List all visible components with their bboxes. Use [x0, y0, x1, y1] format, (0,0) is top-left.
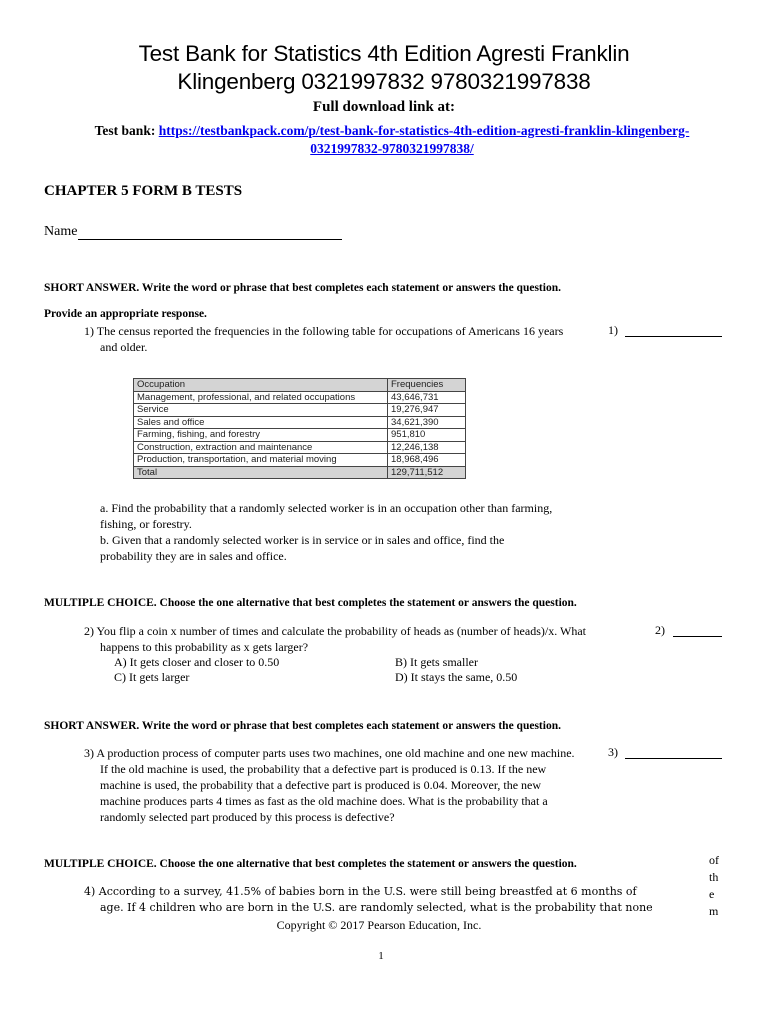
question-3-answer-line	[625, 758, 722, 759]
table-cell-frequency: 34,621,390	[388, 416, 466, 429]
question-2-number: 2)	[655, 623, 665, 637]
testbank-line	[52, 122, 732, 158]
question-1-number: 1)	[608, 323, 618, 337]
part-a-line-1: a. Find the probability that a randomly selected worker is in an occupation other than farming,	[100, 501, 553, 515]
table-header-frequencies: Frequencies	[388, 379, 466, 392]
question-4-line-2: age. If 4 children who are born in the U.S. are randomly selected, what is the probability that none	[100, 901, 653, 914]
side-fragment-3: e	[709, 887, 715, 901]
question-4-side-fragment	[709, 852, 719, 920]
side-fragment-4: m	[709, 904, 719, 918]
side-fragment-2: th	[709, 870, 719, 884]
question-1-part-b	[100, 532, 600, 564]
table-row	[134, 404, 466, 417]
question-3-line-3: machine is used, the probability that a defective part is produced is 0.04. Moreover, the new	[100, 778, 542, 792]
table-total-row	[134, 466, 466, 479]
question-2-line-1: 2) You flip a coin x number of times and calculate the probability of heads as (number of heads)/x. What	[84, 624, 586, 638]
question-1-line-2: and older.	[100, 340, 148, 354]
question-3-line-4: machine produces parts 4 times as fast as the old machine does. What is the probability that a	[100, 794, 548, 808]
table-cell-occupation: Construction, extraction and maintenance	[134, 441, 388, 454]
table-cell-frequency: 19,276,947	[388, 404, 466, 417]
multiple-choice-heading-1: MULTIPLE CHOICE. Choose the one alternative that best completes the statement or answers the question.	[44, 597, 577, 609]
table-row	[134, 429, 466, 442]
multiple-choice-heading-2: MULTIPLE CHOICE. Choose the one alternative that best completes the statement or answers the question.	[44, 858, 577, 870]
table-cell-frequency: 43,646,731	[388, 391, 466, 404]
chapter-title: CHAPTER 5 FORM B TESTS	[44, 183, 243, 199]
part-a-line-2: fishing, or forestry.	[100, 517, 192, 531]
part-b-line-2: probability they are in sales and office.	[100, 549, 287, 563]
name-field	[44, 224, 342, 240]
download-label: Full download link at:	[312, 99, 456, 115]
document-title	[40, 40, 728, 96]
testbank-label: Test bank:	[94, 123, 159, 138]
question-1-answer-line	[625, 336, 722, 337]
question-1	[84, 323, 594, 355]
name-label: Name	[44, 224, 78, 239]
option-c[interactable]: C) It gets larger	[114, 670, 190, 684]
table-cell-frequency: 18,968,496	[388, 454, 466, 467]
option-d[interactable]: D) It stays the same, 0.50	[395, 670, 518, 684]
table-cell-frequency: 951,810	[388, 429, 466, 442]
question-4	[84, 884, 653, 916]
copyright-notice: Copyright © 2017 Pearson Education, Inc.	[276, 918, 482, 932]
table-header-occupation: Occupation	[134, 379, 388, 392]
question-2	[84, 623, 614, 655]
provide-response-heading: Provide an appropriate response.	[44, 308, 207, 320]
question-3	[84, 745, 604, 825]
table-header-row	[134, 379, 466, 392]
table-cell-occupation: Production, transportation, and material moving	[134, 454, 388, 467]
question-1-line-1: 1) The census reported the frequencies in the following table for occupations of Americans 16 years	[84, 324, 564, 338]
option-b[interactable]: B) It gets smaller	[395, 655, 478, 669]
short-answer-heading-1: SHORT ANSWER. Write the word or phrase that best completes each statement or answers the question.	[44, 282, 561, 294]
testbank-link-part-1: https://testbankpack.com/p/test-bank-for-statistics-4th-edition-agresti-franklin-klingenberg-	[158, 123, 690, 138]
side-fragment-1: of	[709, 853, 719, 867]
table-cell-occupation: Farming, fishing, and forestry	[134, 429, 388, 442]
question-1-part-a	[100, 500, 600, 532]
table-cell-occupation: Service	[134, 404, 388, 417]
question-3-line-5: randomly selected part produced by this process is defective?	[100, 810, 395, 824]
question-3-line-2: If the old machine is used, the probability that a defective part is produced is 0.13. If the new	[100, 762, 547, 776]
page-number: 1	[378, 950, 384, 962]
short-answer-heading-2: SHORT ANSWER. Write the word or phrase that best completes each statement or answers the question.	[44, 720, 561, 732]
question-3-line-1: 3) A production process of computer parts uses two machines, one old machine and one new machine.	[84, 746, 575, 760]
name-blank-line	[78, 225, 342, 240]
part-b-line-1: b. Given that a randomly selected worker is in service or in sales and office, find the	[100, 533, 505, 547]
testbank-link-part-2: 0321997832-9780321997838/	[310, 141, 474, 156]
table-cell-frequency: 12,246,138	[388, 441, 466, 454]
question-3-number: 3)	[608, 745, 618, 759]
table-cell-occupation: Management, professional, and related occupations	[134, 391, 388, 404]
question-2-answer-line	[673, 636, 722, 637]
testbank-link[interactable]	[159, 123, 690, 156]
table-cell-occupation: Sales and office	[134, 416, 388, 429]
option-a[interactable]: A) It gets closer and closer to 0.50	[114, 655, 280, 669]
title-line-1: Test Bank for Statistics 4th Edition Agresti Franklin	[138, 41, 630, 66]
question-2-line-2: happens to this probability as x gets larger?	[100, 640, 309, 654]
table-row	[134, 391, 466, 404]
table-row	[134, 416, 466, 429]
title-line-2: Klingenberg 0321997832 9780321997838	[177, 69, 591, 94]
table-row	[134, 441, 466, 454]
table-row	[134, 454, 466, 467]
occupation-table	[133, 378, 466, 479]
table-total-value: 129,711,512	[388, 466, 466, 479]
question-4-line-1: 4) According to a survey, 41.5% of babies born in the U.S. were still being breastfed at 6 months of	[84, 885, 637, 898]
table-total-label: Total	[134, 466, 388, 479]
